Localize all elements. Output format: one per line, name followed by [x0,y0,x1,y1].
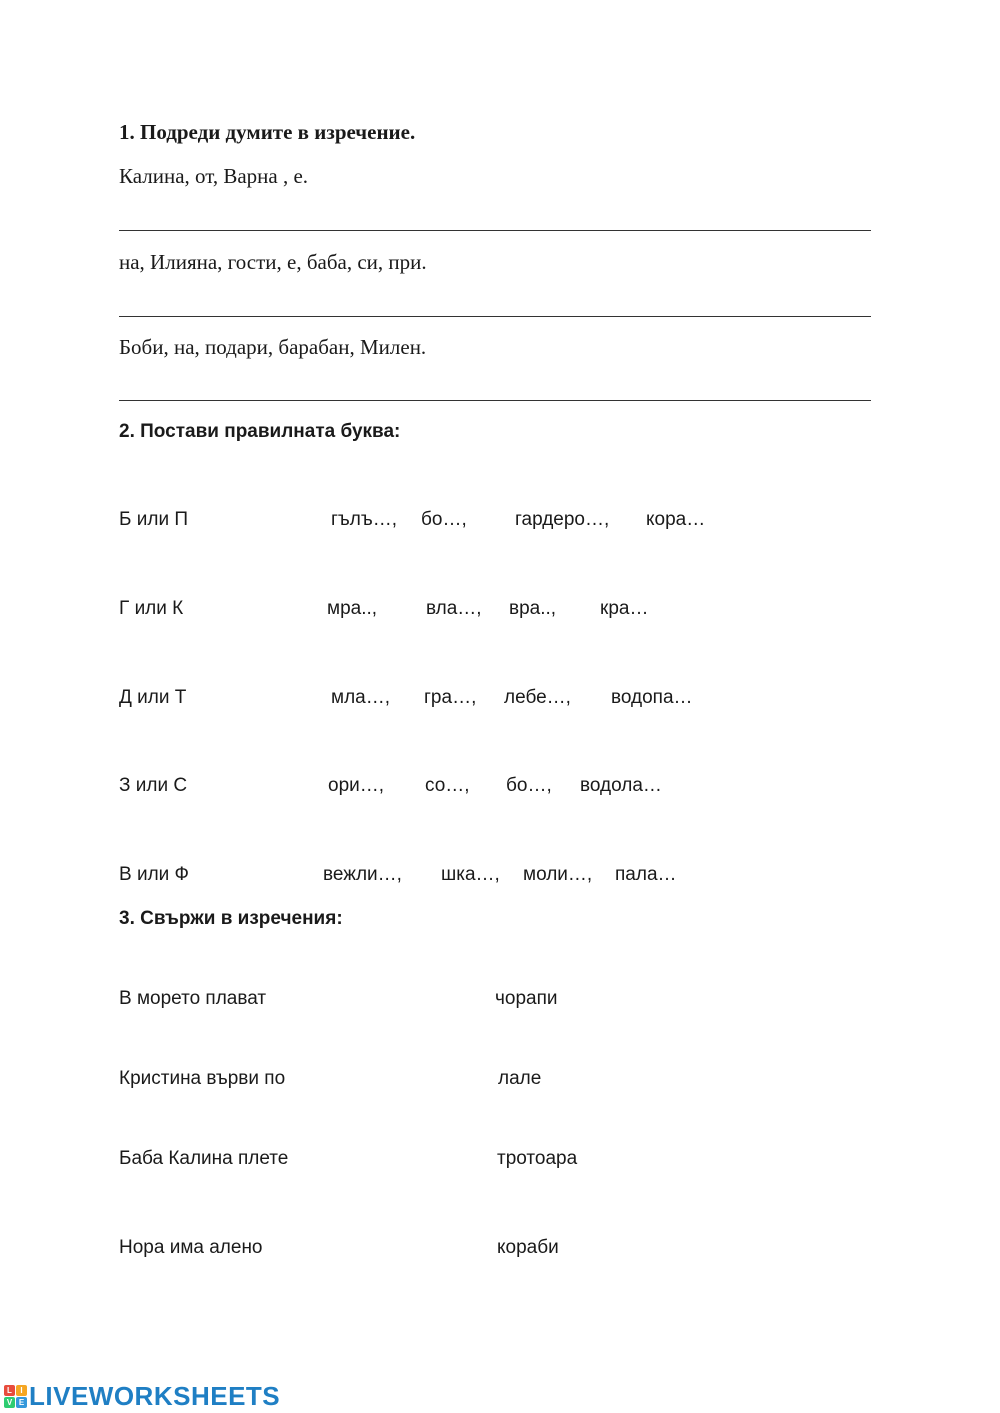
fill-word[interactable]: гълъ…, [331,509,398,530]
fill-word[interactable]: вра.., [509,598,557,619]
section-2-title [119,421,400,443]
sentence-start[interactable]: Кристина върви по [119,1068,286,1089]
answer-line-2[interactable] [119,316,871,317]
fill-word[interactable]: мла…, [331,687,390,708]
sentence-end[interactable]: тротоара [497,1148,578,1169]
section-1-title: 1. Подреди думите в изречение. [119,120,416,144]
logo-mark-letter: L [4,1385,15,1396]
fill-word[interactable]: шка…, [441,864,500,885]
fill-word[interactable]: гардеро…, [515,509,610,530]
scrambled-sentence-2: на, Илияна, гости, е, баба, си, при. [119,250,427,274]
section-3-title: 3. Свържи в изречения: [119,908,343,929]
scrambled-sentence-1: Калина, от, Варна , е. [119,164,309,188]
section-2-number: 2 [119,421,130,442]
logo-text: LIVEWORKSHEETS [29,1380,281,1411]
letter-pair-label: Б или П [119,509,188,530]
logo-mark-letter: E [16,1397,27,1408]
fill-word[interactable]: бо…, [421,509,467,530]
sentence-end[interactable]: чорапи [495,988,558,1009]
liveworksheets-logo [4,1381,280,1411]
letter-pair-label: В или Ф [119,864,189,885]
fill-word[interactable]: бо…, [506,775,552,796]
fill-word[interactable]: водола… [580,775,662,796]
fill-word[interactable]: вежли…, [323,864,402,885]
answer-line-1[interactable] [119,230,871,231]
letter-pair-label: Г или К [119,598,184,619]
sentence-end[interactable]: кораби [497,1237,559,1258]
fill-word[interactable]: моли…, [523,864,593,885]
scrambled-sentence-3: Боби, на, подари, барабан, Милен. [119,335,427,359]
fill-word[interactable]: мра.., [327,598,378,619]
fill-word[interactable]: лебе…, [504,687,571,708]
fill-word[interactable]: кра… [600,598,649,619]
answer-line-3[interactable] [119,400,871,401]
sentence-start[interactable]: В морето плават [119,988,267,1009]
fill-word[interactable]: кора… [646,509,706,530]
sentence-start[interactable]: Баба Калина плете [119,1148,289,1169]
section-2-heading: . Постави правилната буква: [129,421,401,442]
fill-word[interactable]: со…, [425,775,470,796]
letter-pair-label: З или С [119,775,188,796]
fill-word[interactable]: водопа… [611,687,693,708]
logo-mark-letter: V [4,1397,15,1408]
fill-word[interactable]: вла…, [426,598,482,619]
letter-pair-label: Д или Т [119,687,187,708]
fill-word[interactable]: ори…, [328,775,385,796]
fill-word[interactable]: гра…, [424,687,477,708]
sentence-end[interactable]: лале [498,1068,542,1089]
logo-mark-icon [4,1385,27,1408]
sentence-start[interactable]: Нора има алено [119,1237,263,1258]
fill-word[interactable]: пала… [615,864,677,885]
logo-mark-letter: I [16,1385,27,1396]
